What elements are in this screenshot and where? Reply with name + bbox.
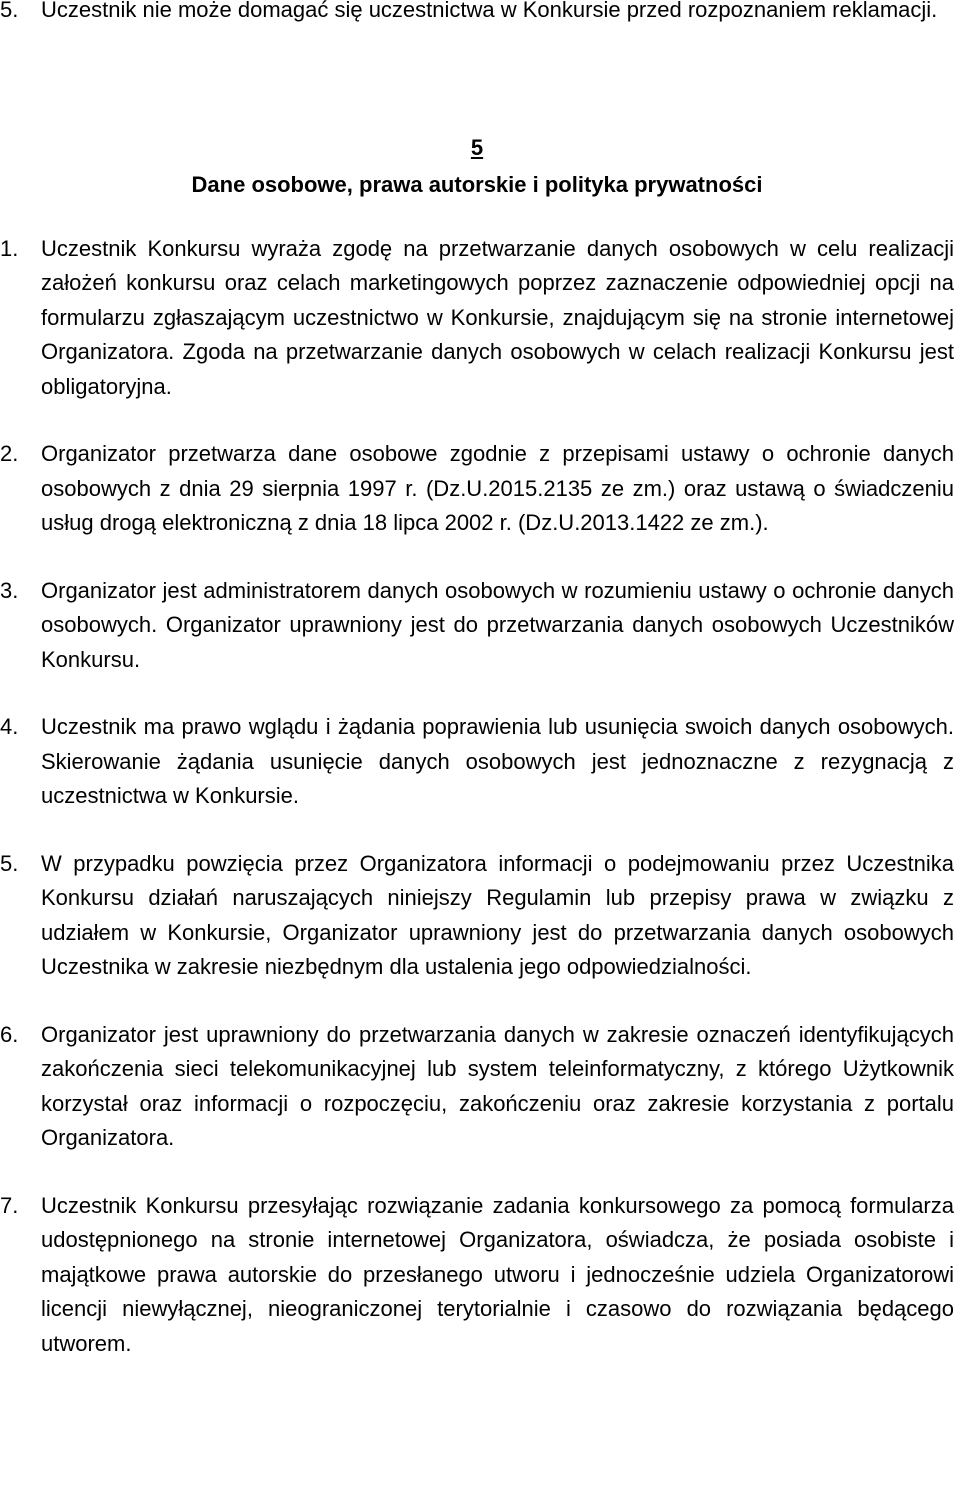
item-text: Uczestnik Konkursu wyraża zgodę na przetwarzanie danych osobowych w celu realizacji założeń konkursu oraz celach marketingowych poprzez zaznaczenie odpowiedniej opcji na formularzu zgłaszającym uczestnictwo w Konkursie, znajdującym się na stronie internetowej Organizatora. Zgoda na przetwarzanie danych osobowych w celach realizacji Konkursu jest obligatoryjna.: [41, 235, 954, 399]
section-number-text: 5: [470, 134, 484, 160]
list-item-6: [0, 1018, 954, 1156]
item-number: 2.: [0, 441, 19, 466]
item-number: 7.: [0, 1192, 19, 1218]
item-text: Organizator jest uprawniony do przetwarzania danych w zakresie oznaczeń identyfikujących zakończenia sieci telekomunikacyjnej lub system teleinformatyczny, z którego Użytkownik korzystał oraz informacji o rozpoczęciu, zakończeniu oraz zakresie korzystania z portalu Organizatora.: [41, 1021, 954, 1150]
item-number: 4.: [0, 714, 19, 739]
item-text: Uczestnik Konkursu przesyłając rozwiązanie zadania konkursowego za pomocą formularza udostępnionego na stronie internetowej Organizatora, oświadcza, że posiada osobiste i majątkowe prawa autorskie do przesłanego utworu i jednocześnie udziela Organizatorowi licencji niewyłącznej, nieograniczonej terytorialnie i czasowo do rozwiązania będącego utworem.: [41, 1192, 954, 1356]
list-item-2: [0, 437, 954, 541]
item-number: 3.: [0, 577, 19, 603]
item-number: 5.: [0, 850, 19, 876]
item-text: Organizator przetwarza dane osobowe zgodnie z przepisami ustawy o ochronie danych osobowych z dnia 29 sierpnia 1997 r. (Dz.U.2015.2135 ze zm.) oraz ustawą o świadczeniu usług drogą elektroniczną z dnia 18 lipca 2002 r. (Dz.U.2013.1422 ze zm.).: [41, 441, 954, 535]
item-number: 1.: [0, 235, 19, 261]
list-item-7: [0, 1189, 954, 1362]
previous-section-item: [0, 0, 954, 28]
section-title: Dane osobowe, prawa autorskie i polityka prywatności: [191, 171, 763, 197]
list-item-4: [0, 710, 954, 814]
item-text: Uczestnik ma prawo wglądu i żądania poprawienia lub usunięcia swoich danych osobowych. Skierowanie żądania usunięcie danych osobowych jest jednoznaczne z rezygnacją z uczestnictwa w Konkursie.: [41, 714, 954, 808]
list-item-5: [0, 847, 954, 985]
section-number: [0, 131, 954, 165]
item-text: W przypadku powzięcia przez Organizatora informacji o podejmowaniu przez Uczestnika Konkursu działań naruszających niniejszy Regulamin lub przepisy prawa w związku z udziałem w Konkursie, Organizator uprawniony jest do przetwarzania danych osobowych Uczestnika w zakresie niezbędnym dla ustalenia jego odpowiedzialności.: [41, 850, 954, 979]
item-number: 5.: [0, 0, 19, 22]
item-number: 6.: [0, 1021, 19, 1047]
item-text: Organizator jest administratorem danych osobowych w rozumieniu ustawy o ochronie danych osobowych. Organizator uprawniony jest do przetwarzania danych osobowych Uczestników Konkursu.: [41, 577, 954, 672]
list-item-1: [0, 232, 954, 405]
item-text: Uczestnik nie może domagać się uczestnictwa w Konkursie przed rozpoznaniem reklamacji.: [41, 0, 938, 22]
list-item-3: [0, 574, 954, 678]
